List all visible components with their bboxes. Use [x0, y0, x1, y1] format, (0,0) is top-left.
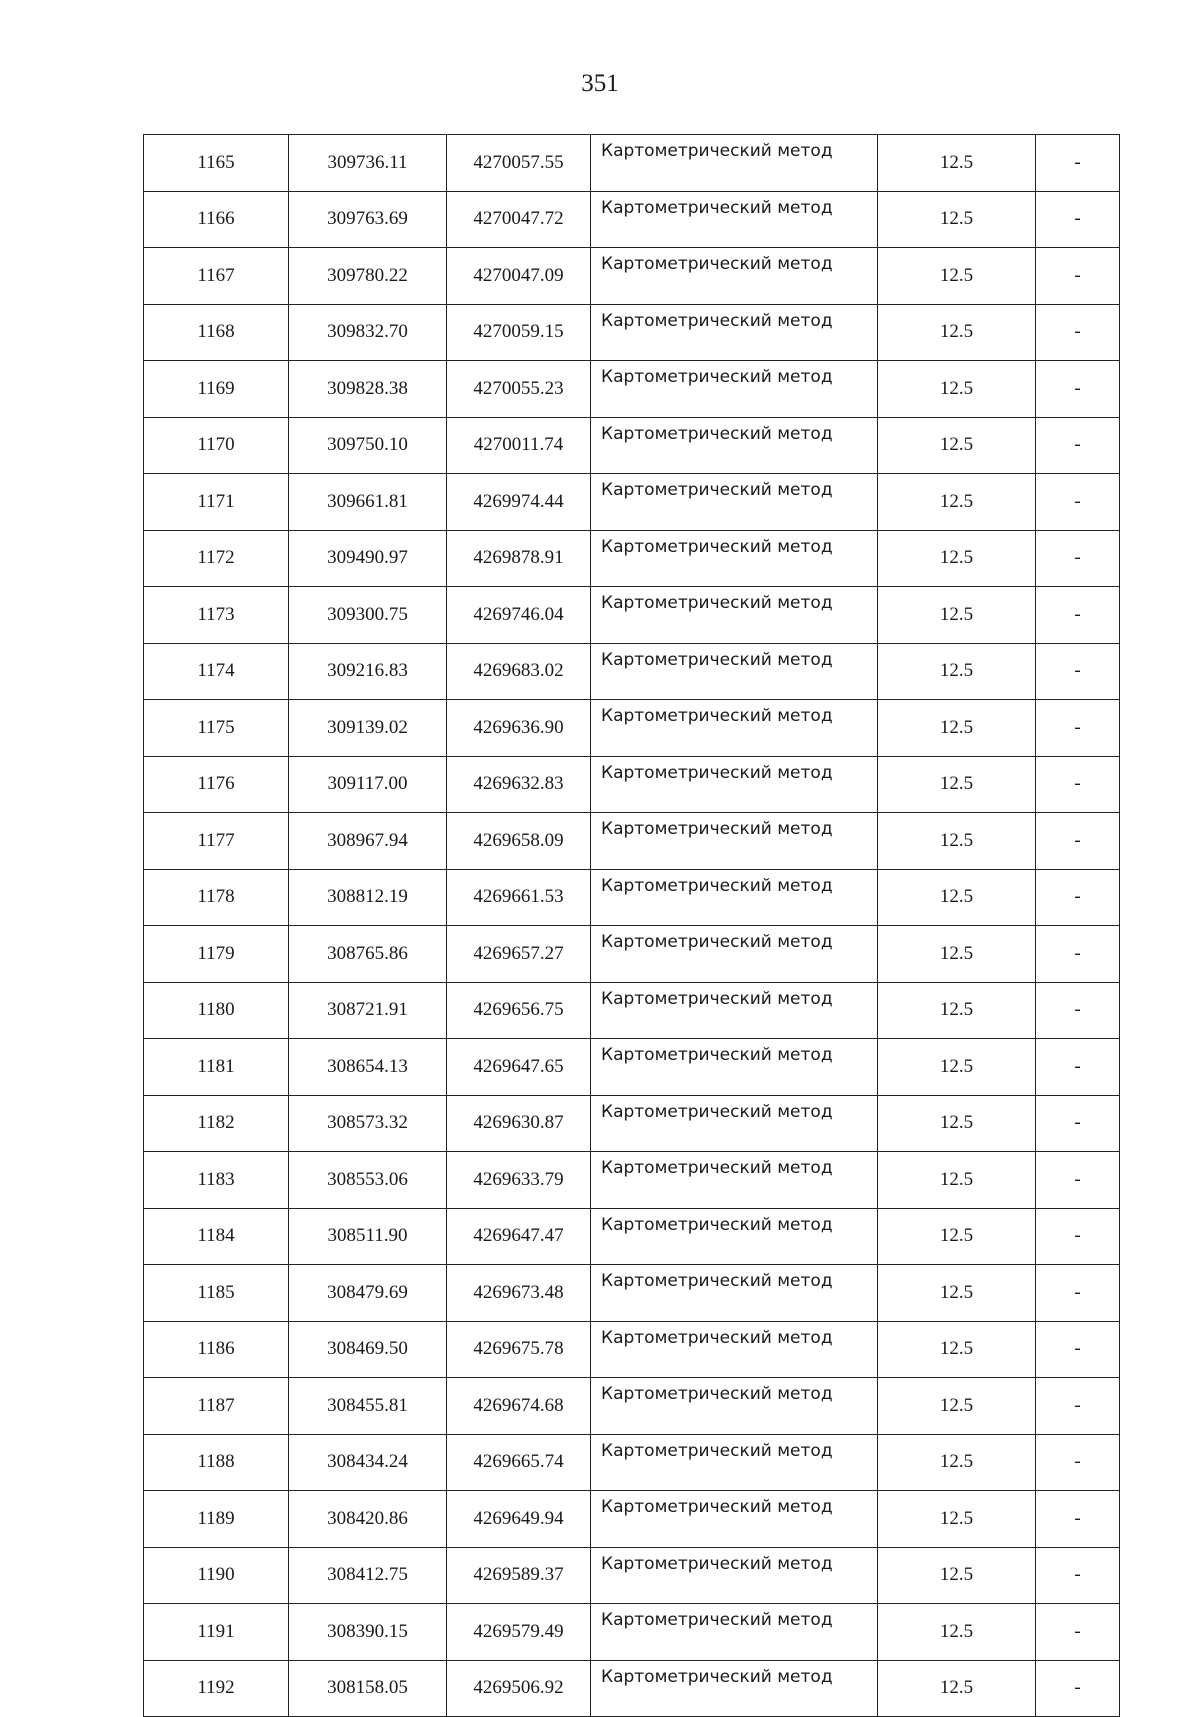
method-cell: Картометрический метод — [591, 1604, 878, 1661]
point-number-cell: 1182 — [144, 1095, 289, 1152]
table-row — [144, 1095, 1120, 1152]
x-coordinate-cell: 309661.81 — [289, 474, 447, 531]
x-coordinate-cell: 308573.32 — [289, 1095, 447, 1152]
note-cell: - — [1036, 869, 1120, 926]
table-row — [144, 1547, 1120, 1604]
note-cell: - — [1036, 1039, 1120, 1096]
x-coordinate-cell: 309832.70 — [289, 304, 447, 361]
point-number-cell: 1169 — [144, 361, 289, 418]
page-number: 351 — [581, 70, 619, 97]
note-cell: - — [1036, 304, 1120, 361]
accuracy-cell: 12.5 — [878, 304, 1036, 361]
accuracy-cell: 12.5 — [878, 248, 1036, 305]
x-coordinate-cell: 308158.05 — [289, 1660, 447, 1717]
x-coordinate-cell: 308812.19 — [289, 869, 447, 926]
table-row — [144, 304, 1120, 361]
y-coordinate-cell: 4269974.44 — [447, 474, 591, 531]
note-cell: - — [1036, 1152, 1120, 1209]
table-row — [144, 1604, 1120, 1661]
table-row — [144, 248, 1120, 305]
note-cell: - — [1036, 1604, 1120, 1661]
table-row — [144, 474, 1120, 531]
method-cell: Картометрический метод — [591, 1152, 878, 1209]
method-cell: Картометрический метод — [591, 1321, 878, 1378]
table-row — [144, 813, 1120, 870]
y-coordinate-cell: 4270057.55 — [447, 135, 591, 192]
y-coordinate-cell: 4270059.15 — [447, 304, 591, 361]
table-row — [144, 1378, 1120, 1435]
point-number-cell: 1168 — [144, 304, 289, 361]
y-coordinate-cell: 4270047.72 — [447, 191, 591, 248]
table-row — [144, 417, 1120, 474]
y-coordinate-cell: 4269647.47 — [447, 1208, 591, 1265]
y-coordinate-cell: 4269649.94 — [447, 1491, 591, 1548]
method-cell: Картометрический метод — [591, 813, 878, 870]
note-cell: - — [1036, 1378, 1120, 1435]
note-cell: - — [1036, 1547, 1120, 1604]
accuracy-cell: 12.5 — [878, 1547, 1036, 1604]
x-coordinate-cell: 309736.11 — [289, 135, 447, 192]
accuracy-cell: 12.5 — [878, 1321, 1036, 1378]
table-row — [144, 1152, 1120, 1209]
method-cell: Картометрический метод — [591, 1208, 878, 1265]
x-coordinate-cell: 308434.24 — [289, 1434, 447, 1491]
method-cell: Картометрический метод — [591, 1095, 878, 1152]
table-row — [144, 1491, 1120, 1548]
x-coordinate-cell: 308455.81 — [289, 1378, 447, 1435]
method-cell: Картометрический метод — [591, 587, 878, 644]
x-coordinate-cell: 308420.86 — [289, 1491, 447, 1548]
x-coordinate-cell: 309750.10 — [289, 417, 447, 474]
table-row — [144, 1321, 1120, 1378]
note-cell: - — [1036, 1321, 1120, 1378]
y-coordinate-cell: 4269665.74 — [447, 1434, 591, 1491]
y-coordinate-cell: 4269661.53 — [447, 869, 591, 926]
note-cell: - — [1036, 248, 1120, 305]
y-coordinate-cell: 4270047.09 — [447, 248, 591, 305]
method-cell: Картометрический метод — [591, 869, 878, 926]
note-cell: - — [1036, 756, 1120, 813]
y-coordinate-cell: 4269630.87 — [447, 1095, 591, 1152]
table-row — [144, 191, 1120, 248]
accuracy-cell: 12.5 — [878, 1152, 1036, 1209]
note-cell: - — [1036, 926, 1120, 983]
accuracy-cell: 12.5 — [878, 869, 1036, 926]
x-coordinate-cell: 309216.83 — [289, 643, 447, 700]
point-number-cell: 1174 — [144, 643, 289, 700]
method-cell: Картометрический метод — [591, 982, 878, 1039]
method-cell: Картометрический метод — [591, 530, 878, 587]
accuracy-cell: 12.5 — [878, 1660, 1036, 1717]
table-row — [144, 1208, 1120, 1265]
point-number-cell: 1180 — [144, 982, 289, 1039]
x-coordinate-cell: 309490.97 — [289, 530, 447, 587]
accuracy-cell: 12.5 — [878, 417, 1036, 474]
point-number-cell: 1192 — [144, 1660, 289, 1717]
x-coordinate-cell: 309117.00 — [289, 756, 447, 813]
note-cell: - — [1036, 135, 1120, 192]
accuracy-cell: 12.5 — [878, 813, 1036, 870]
y-coordinate-cell: 4269636.90 — [447, 700, 591, 757]
y-coordinate-cell: 4269632.83 — [447, 756, 591, 813]
x-coordinate-cell: 308553.06 — [289, 1152, 447, 1209]
point-number-cell: 1179 — [144, 926, 289, 983]
table-row — [144, 361, 1120, 418]
method-cell: Картометрический метод — [591, 417, 878, 474]
note-cell: - — [1036, 700, 1120, 757]
method-cell: Картометрический метод — [591, 1378, 878, 1435]
note-cell: - — [1036, 1095, 1120, 1152]
y-coordinate-cell: 4269675.78 — [447, 1321, 591, 1378]
y-coordinate-cell: 4269746.04 — [447, 587, 591, 644]
method-cell: Картометрический метод — [591, 1434, 878, 1491]
y-coordinate-cell: 4269589.37 — [447, 1547, 591, 1604]
accuracy-cell: 12.5 — [878, 1039, 1036, 1096]
note-cell: - — [1036, 191, 1120, 248]
y-coordinate-cell: 4269506.92 — [447, 1660, 591, 1717]
y-coordinate-cell: 4269647.65 — [447, 1039, 591, 1096]
x-coordinate-cell: 308654.13 — [289, 1039, 447, 1096]
note-cell: - — [1036, 982, 1120, 1039]
point-number-cell: 1188 — [144, 1434, 289, 1491]
table-row — [144, 756, 1120, 813]
point-number-cell: 1171 — [144, 474, 289, 531]
y-coordinate-cell: 4269658.09 — [447, 813, 591, 870]
table-row — [144, 1434, 1120, 1491]
accuracy-cell: 12.5 — [878, 926, 1036, 983]
table-row — [144, 700, 1120, 757]
point-number-cell: 1173 — [144, 587, 289, 644]
table-row — [144, 587, 1120, 644]
note-cell: - — [1036, 1265, 1120, 1322]
note-cell: - — [1036, 1208, 1120, 1265]
point-number-cell: 1189 — [144, 1491, 289, 1548]
method-cell: Картометрический метод — [591, 926, 878, 983]
method-cell: Картометрический метод — [591, 304, 878, 361]
x-coordinate-cell: 308469.50 — [289, 1321, 447, 1378]
x-coordinate-cell: 308765.86 — [289, 926, 447, 983]
point-number-cell: 1184 — [144, 1208, 289, 1265]
coordinates-table — [143, 134, 1120, 1717]
note-cell: - — [1036, 361, 1120, 418]
method-cell: Картометрический метод — [591, 643, 878, 700]
x-coordinate-cell: 308967.94 — [289, 813, 447, 870]
accuracy-cell: 12.5 — [878, 530, 1036, 587]
note-cell: - — [1036, 530, 1120, 587]
table-row — [144, 643, 1120, 700]
accuracy-cell: 12.5 — [878, 700, 1036, 757]
method-cell: Картометрический метод — [591, 756, 878, 813]
method-cell: Картометрический метод — [591, 1039, 878, 1096]
method-cell: Картометрический метод — [591, 1660, 878, 1717]
y-coordinate-cell: 4269579.49 — [447, 1604, 591, 1661]
point-number-cell: 1166 — [144, 191, 289, 248]
accuracy-cell: 12.5 — [878, 1378, 1036, 1435]
accuracy-cell: 12.5 — [878, 361, 1036, 418]
accuracy-cell: 12.5 — [878, 1095, 1036, 1152]
y-coordinate-cell: 4269673.48 — [447, 1265, 591, 1322]
point-number-cell: 1191 — [144, 1604, 289, 1661]
accuracy-cell: 12.5 — [878, 135, 1036, 192]
table-row — [144, 982, 1120, 1039]
y-coordinate-cell: 4270011.74 — [447, 417, 591, 474]
point-number-cell: 1165 — [144, 135, 289, 192]
y-coordinate-cell: 4269674.68 — [447, 1378, 591, 1435]
point-number-cell: 1186 — [144, 1321, 289, 1378]
x-coordinate-cell: 309763.69 — [289, 191, 447, 248]
table-row — [144, 1265, 1120, 1322]
y-coordinate-cell: 4269633.79 — [447, 1152, 591, 1209]
method-cell: Картометрический метод — [591, 1265, 878, 1322]
table-row — [144, 135, 1120, 192]
note-cell: - — [1036, 813, 1120, 870]
table-row — [144, 1660, 1120, 1717]
note-cell: - — [1036, 1491, 1120, 1548]
point-number-cell: 1190 — [144, 1547, 289, 1604]
x-coordinate-cell: 308412.75 — [289, 1547, 447, 1604]
accuracy-cell: 12.5 — [878, 982, 1036, 1039]
table-row — [144, 869, 1120, 926]
accuracy-cell: 12.5 — [878, 1265, 1036, 1322]
point-number-cell: 1178 — [144, 869, 289, 926]
accuracy-cell: 12.5 — [878, 1491, 1036, 1548]
x-coordinate-cell: 309139.02 — [289, 700, 447, 757]
coordinates-table-body — [144, 135, 1120, 1717]
accuracy-cell: 12.5 — [878, 474, 1036, 531]
method-cell: Картометрический метод — [591, 700, 878, 757]
x-coordinate-cell: 308479.69 — [289, 1265, 447, 1322]
accuracy-cell: 12.5 — [878, 1208, 1036, 1265]
y-coordinate-cell: 4269878.91 — [447, 530, 591, 587]
point-number-cell: 1176 — [144, 756, 289, 813]
accuracy-cell: 12.5 — [878, 643, 1036, 700]
method-cell: Картометрический метод — [591, 248, 878, 305]
note-cell: - — [1036, 1434, 1120, 1491]
method-cell: Картометрический метод — [591, 1491, 878, 1548]
accuracy-cell: 12.5 — [878, 756, 1036, 813]
x-coordinate-cell: 308511.90 — [289, 1208, 447, 1265]
method-cell: Картометрический метод — [591, 361, 878, 418]
y-coordinate-cell: 4269657.27 — [447, 926, 591, 983]
table-row — [144, 530, 1120, 587]
x-coordinate-cell: 308721.91 — [289, 982, 447, 1039]
note-cell: - — [1036, 1660, 1120, 1717]
note-cell: - — [1036, 587, 1120, 644]
accuracy-cell: 12.5 — [878, 191, 1036, 248]
method-cell: Картометрический метод — [591, 191, 878, 248]
y-coordinate-cell: 4269656.75 — [447, 982, 591, 1039]
accuracy-cell: 12.5 — [878, 1604, 1036, 1661]
point-number-cell: 1172 — [144, 530, 289, 587]
point-number-cell: 1170 — [144, 417, 289, 474]
note-cell: - — [1036, 643, 1120, 700]
note-cell: - — [1036, 417, 1120, 474]
point-number-cell: 1175 — [144, 700, 289, 757]
accuracy-cell: 12.5 — [878, 1434, 1036, 1491]
point-number-cell: 1183 — [144, 1152, 289, 1209]
method-cell: Картометрический метод — [591, 474, 878, 531]
table-row — [144, 1039, 1120, 1096]
point-number-cell: 1187 — [144, 1378, 289, 1435]
x-coordinate-cell: 308390.15 — [289, 1604, 447, 1661]
method-cell: Картометрический метод — [591, 135, 878, 192]
point-number-cell: 1177 — [144, 813, 289, 870]
accuracy-cell: 12.5 — [878, 587, 1036, 644]
point-number-cell: 1181 — [144, 1039, 289, 1096]
method-cell: Картометрический метод — [591, 1547, 878, 1604]
y-coordinate-cell: 4270055.23 — [447, 361, 591, 418]
note-cell: - — [1036, 474, 1120, 531]
table-row — [144, 926, 1120, 983]
y-coordinate-cell: 4269683.02 — [447, 643, 591, 700]
point-number-cell: 1167 — [144, 248, 289, 305]
x-coordinate-cell: 309780.22 — [289, 248, 447, 305]
point-number-cell: 1185 — [144, 1265, 289, 1322]
x-coordinate-cell: 309828.38 — [289, 361, 447, 418]
x-coordinate-cell: 309300.75 — [289, 587, 447, 644]
